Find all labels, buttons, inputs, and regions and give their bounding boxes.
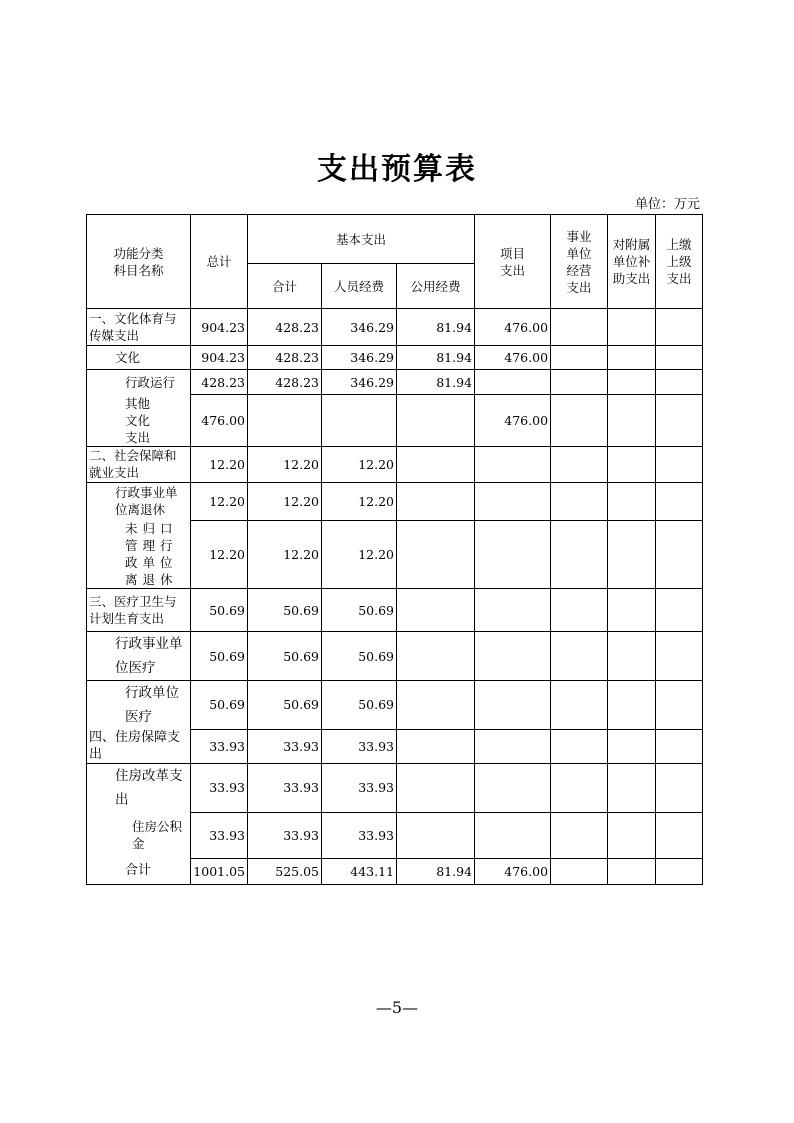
cell-total: 428.23 [191, 370, 248, 395]
cell-personnel: 33.93 [322, 812, 397, 858]
row-name: 一、文化体育与传媒支出 [87, 309, 191, 346]
row-name: 二、社会保障和就业支出 [87, 446, 191, 482]
cell-personnel [322, 395, 397, 447]
cell-personnel: 33.93 [322, 729, 397, 764]
header-project: 项目 支出 [475, 215, 551, 309]
header-category: 功能分类 科目名称 [87, 215, 191, 309]
cell-public [397, 589, 475, 632]
budget-table [86, 214, 703, 885]
header-basic: 基本支出 [248, 215, 475, 264]
cell-project [475, 764, 551, 813]
cell-public [397, 681, 475, 730]
row-name: 文化 [87, 346, 191, 370]
cell-personnel: 50.69 [322, 589, 397, 632]
page-number: —5— [375, 998, 419, 1017]
unit-label: 单位：万元 [634, 197, 700, 212]
cell-public: 81.94 [397, 858, 475, 884]
cell-total: 33.93 [191, 729, 248, 764]
cell-project: 476.00 [475, 346, 551, 370]
cell-total: 33.93 [191, 812, 248, 858]
cell-basic-sum: 12.20 [248, 446, 322, 482]
cell-public: 81.94 [397, 370, 475, 395]
cell-basic-sum: 525.05 [248, 858, 322, 884]
table-row-total [87, 858, 703, 884]
header-upper: 上缴 上级 支出 [656, 215, 703, 309]
row-name: 行政事业单位医疗 [87, 632, 191, 681]
cell-basic-sum: 50.69 [248, 589, 322, 632]
cell-total: 12.20 [191, 446, 248, 482]
table-row [87, 370, 703, 395]
table-row [87, 395, 703, 447]
cell-basic-sum [248, 395, 322, 447]
cell-total: 904.23 [191, 346, 248, 370]
row-name: 住房公积金 [87, 812, 191, 858]
cell-basic-sum: 33.93 [248, 812, 322, 858]
cell-total: 476.00 [191, 395, 248, 447]
table-row [87, 729, 703, 764]
cell-total: 12.20 [191, 482, 248, 520]
table-row [87, 681, 703, 730]
table-row [87, 589, 703, 632]
row-name: 行政事业单位离退休 [87, 482, 191, 520]
cell-personnel: 50.69 [322, 681, 397, 730]
cell-basic-sum: 428.23 [248, 309, 322, 346]
cell-project [475, 812, 551, 858]
cell-project [475, 681, 551, 730]
cell-personnel: 12.20 [322, 446, 397, 482]
cell-project [475, 589, 551, 632]
cell-public [397, 446, 475, 482]
row-name: 合计 [87, 858, 191, 884]
table-row [87, 482, 703, 520]
row-name: 行政单位医疗 [87, 681, 191, 730]
cell-project [475, 446, 551, 482]
cell-total: 1001.05 [191, 858, 248, 884]
table-row [87, 632, 703, 681]
cell-project [475, 729, 551, 764]
cell-project [475, 520, 551, 589]
cell-public [397, 482, 475, 520]
cell-public [397, 632, 475, 681]
cell-total: 50.69 [191, 681, 248, 730]
cell-personnel: 12.20 [322, 482, 397, 520]
row-name: 四、住房保障支出 [87, 729, 191, 764]
row-name: 未归口管理行政单位离退休 [87, 520, 191, 589]
cell-personnel: 50.69 [322, 632, 397, 681]
cell-project: 476.00 [475, 395, 551, 447]
cell-public [397, 395, 475, 447]
row-name: 三、医疗卫生与计划生育支出 [87, 589, 191, 632]
cell-project [475, 370, 551, 395]
cell-personnel: 346.29 [322, 309, 397, 346]
cell-project [475, 482, 551, 520]
header-public: 公用经费 [397, 264, 475, 309]
cell-basic-sum: 50.69 [248, 632, 322, 681]
table-row [87, 812, 703, 858]
cell-public [397, 812, 475, 858]
header-basic-sum: 合计 [248, 264, 322, 309]
cell-public [397, 729, 475, 764]
cell-basic-sum: 12.20 [248, 520, 322, 589]
row-name: 行政运行 [87, 370, 191, 395]
cell-public [397, 764, 475, 813]
header-subsidy: 对附属 单位补 助支出 [608, 215, 656, 309]
row-name: 其他文化支出 [87, 395, 191, 447]
cell-personnel: 33.93 [322, 764, 397, 813]
cell-total: 33.93 [191, 764, 248, 813]
cell-public: 81.94 [397, 346, 475, 370]
cell-project: 476.00 [475, 309, 551, 346]
header-row-1 [87, 215, 703, 264]
header-enterprise: 事业 单位 经营 支出 [551, 215, 608, 309]
cell-public [397, 520, 475, 589]
page-title: 支出预算表 [317, 152, 477, 187]
cell-personnel: 443.11 [322, 858, 397, 884]
cell-project [475, 632, 551, 681]
cell-total: 12.20 [191, 520, 248, 589]
cell-basic-sum: 50.69 [248, 681, 322, 730]
table-row [87, 346, 703, 370]
cell-basic-sum: 33.93 [248, 764, 322, 813]
cell-basic-sum: 428.23 [248, 346, 322, 370]
cell-personnel: 346.29 [322, 370, 397, 395]
cell-total: 50.69 [191, 589, 248, 632]
header-total: 总计 [191, 215, 248, 309]
cell-project: 476.00 [475, 858, 551, 884]
table-row [87, 309, 703, 346]
cell-personnel: 346.29 [322, 346, 397, 370]
table-row [87, 520, 703, 589]
cell-public: 81.94 [397, 309, 475, 346]
header-personnel: 人员经费 [322, 264, 397, 309]
row-name: 住房改革支出 [87, 764, 191, 813]
cell-basic-sum: 33.93 [248, 729, 322, 764]
cell-total: 50.69 [191, 632, 248, 681]
cell-basic-sum: 12.20 [248, 482, 322, 520]
table-row [87, 764, 703, 813]
table-row [87, 446, 703, 482]
cell-total: 904.23 [191, 309, 248, 346]
cell-personnel: 12.20 [322, 520, 397, 589]
cell-basic-sum: 428.23 [248, 370, 322, 395]
